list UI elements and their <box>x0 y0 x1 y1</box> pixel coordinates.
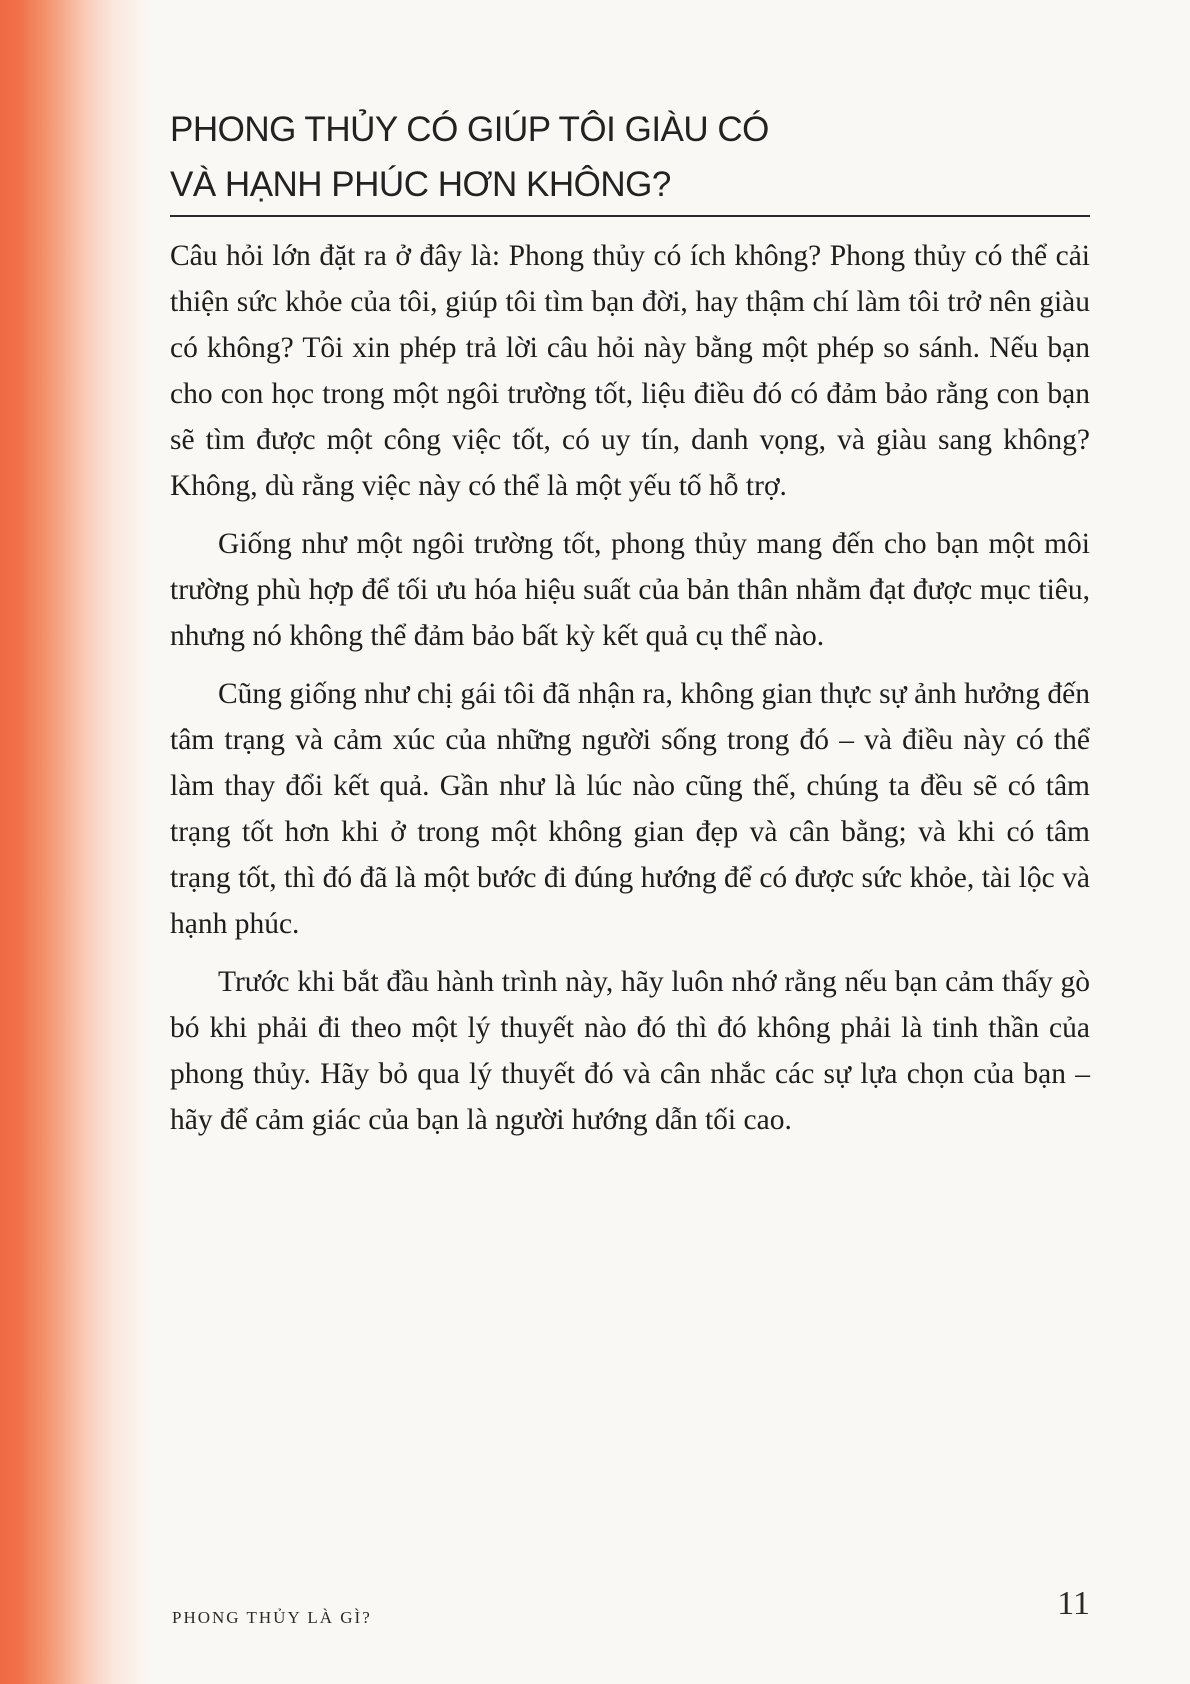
section-heading-line-2: VÀ HẠNH PHÚC HƠN KHÔNG? <box>170 165 671 204</box>
body-text <box>170 233 1090 1155</box>
paragraph-3: Cũng giống như chị gái tôi đã nhận ra, không gian thực sự ảnh hưởng đến tâm trạng và cảm xúc của những người sống trong đó – và điều này có thể làm thay đổi kết quả. Gần như là lúc nào cũng thế, chúng ta đều sẽ có tâm trạng tốt hơn khi ở trong một không gian đẹp và cân bằng; và khi có tâm trạng tốt, thì đó đã là một bước đi đúng hướng để có được sức khỏe, tài lộc và hạnh phúc. <box>170 678 1090 940</box>
paragraph-1: Câu hỏi lớn đặt ra ở đây là: Phong thủy có ích không? Phong thủy có thể cải thiện sức khỏe của tôi, giúp tôi tìm bạn đời, hay thậm chí làm tôi trở nên giàu có không? Tôi xin phép trả lời câu hỏi này bằng một phép so sánh. Nếu bạn cho con học trong một ngôi trường tốt, liệu điều đó có đảm bảo rằng con bạn sẽ tìm được một công việc tốt, có uy tín, danh vọng, và giàu sang không? Không, dù rằng việc này có thể là một yếu tố hỗ trợ. <box>170 240 1090 502</box>
paragraph-2: Giống như một ngôi trường tốt, phong thủy mang đến cho bạn một môi trường phù hợp để tối ưu hóa hiệu suất của bản thân nhằm đạt được mục tiêu, nhưng nó không thể đảm bảo bất kỳ kết quả cụ thể nào. <box>170 528 1090 652</box>
section-heading-line-1: PHONG THỦY CÓ GIÚP TÔI GIÀU CÓ <box>170 110 769 149</box>
running-footer: PHONG THỦY LÀ GÌ? <box>172 1608 372 1627</box>
page-edge-color-band <box>0 0 150 1684</box>
section-heading <box>170 102 1070 212</box>
page-number: 11 <box>1057 1585 1090 1622</box>
paragraph-4: Trước khi bắt đầu hành trình này, hãy luôn nhớ rằng nếu bạn cảm thấy gò bó khi phải đi theo một lý thuyết nào đó thì đó không phải là tinh thần của phong thủy. Hãy bỏ qua lý thuyết đó và cân nhắc các sự lựa chọn của bạn – hãy để cảm giác của bạn là người hướng dẫn tối cao. <box>170 966 1090 1136</box>
heading-divider <box>170 215 1090 217</box>
